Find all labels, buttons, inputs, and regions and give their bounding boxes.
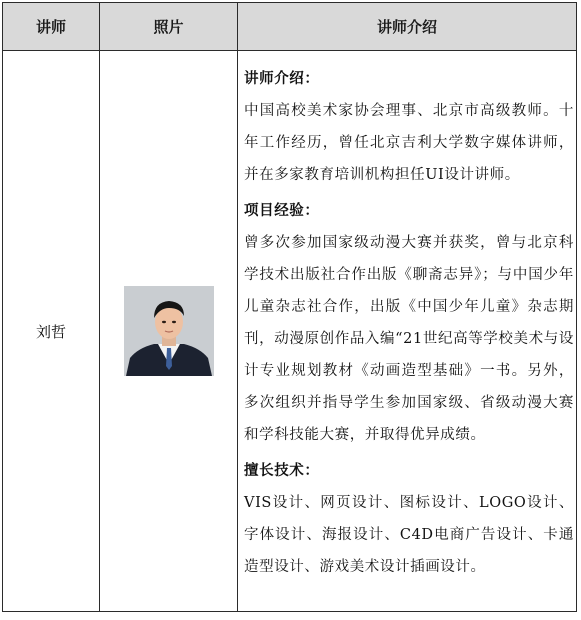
skills-text: VIS设计、网页设计、图标设计、LOGO设计、字体设计、海报设计、C4D电商广告设计、卡通造型设计、游戏美术设计插画设计。 bbox=[244, 495, 574, 575]
intro-section-title: 讲师介绍： bbox=[244, 71, 320, 87]
header-introduction: 讲师介绍 bbox=[376, 18, 437, 36]
column-divider bbox=[237, 3, 238, 611]
experience-text: 曾多次参加国家级动漫大赛并获奖，曾与北京科学技术出版社合作出版《聊斋志异》；与中国少年儿童杂志社合作，出版《中国少年儿童》杂志期刊，动漫原创作品入编“21世纪高等学校美术与设计专业规划教材《动画造型基础》一书。另外，多次组织并指导学生参加国家级、省级动漫大赛和学科技能大赛，并取得优异成绩。 bbox=[244, 235, 574, 443]
right-eye bbox=[172, 321, 176, 323]
tie bbox=[166, 348, 172, 370]
experience-section-title: 项目经验： bbox=[244, 203, 320, 219]
left-eye bbox=[162, 321, 166, 323]
skills-section-title: 擅长技术： bbox=[244, 463, 320, 479]
introduction-cell bbox=[244, 59, 574, 583]
photo-cell bbox=[100, 51, 237, 611]
instructor-photo bbox=[124, 286, 214, 376]
header-photo: 照片 bbox=[153, 18, 184, 36]
header-instructor: 讲师 bbox=[35, 18, 66, 36]
intro-text: 中国高校美术家协会理事、北京市高级教师。十年工作经历，曾任北京吉利大学数字媒体讲师，并在多家教育培训机构担任UI设计讲师。 bbox=[244, 103, 574, 183]
instructor-table bbox=[2, 2, 577, 612]
instructor-name: 刘哲 bbox=[35, 322, 66, 341]
